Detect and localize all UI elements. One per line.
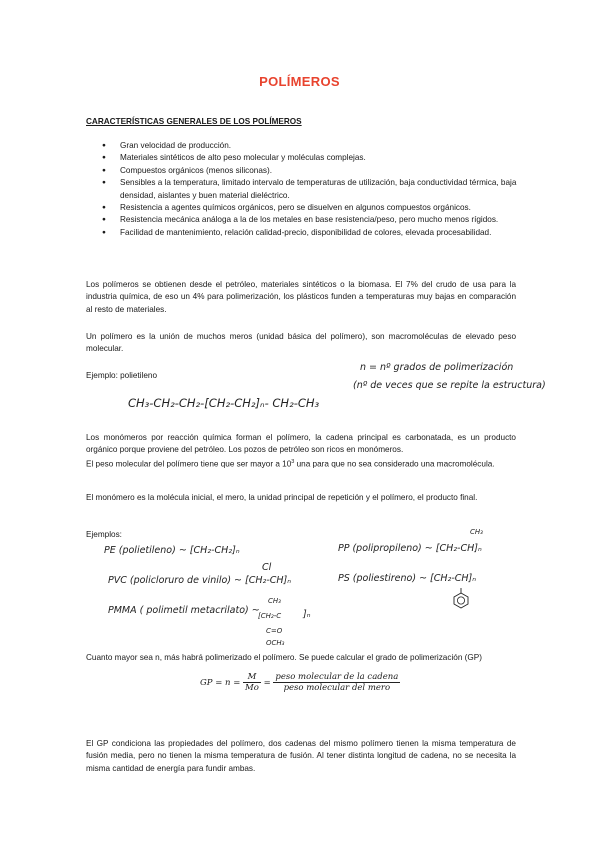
paragraph-molecular-weight: El peso molecular del polímero tiene que ser mayor a $10^3$ una para que no sea considerado una macromolécula. xyxy=(86,459,495,469)
example-pmma-n: ]ₙ xyxy=(303,609,311,620)
example-pp: PP (polipropileno) ~ [CH₂-CH]ₙ xyxy=(338,543,482,554)
benzene-ring-icon xyxy=(452,588,470,610)
handwritten-note-n: n = nº grados de polimerización xyxy=(360,362,514,373)
formula-equals: = xyxy=(263,678,271,688)
example-pp-ch3: CH₃ xyxy=(470,528,483,536)
paragraph-origin: Los polímeros se obtienen desde el petróleo, materiales sintéticos o la biomasa. El 7% del crudo de usa para la industria química, de eso un 4% para polimerización, los plásticos funden a temperaturas muy bajas en comparación al resto de materiales. xyxy=(86,280,516,314)
example-ps: PS (poliestireno) ~ [CH₂-CH]ₙ xyxy=(338,573,477,584)
handwritten-note-explanation: (nº de veces que se repite la estructura) xyxy=(353,380,546,391)
paragraph-monomer-definition: El monómero es la molécula inicial, el mero, la unidad principal de repetición y el polímero, el producto final. xyxy=(86,493,478,502)
fraction-weights: $\frac{\text{peso molecular de la cadena}}{\text{peso molecular del mero}}$ xyxy=(275,672,399,693)
page-title: POLÍMEROS xyxy=(259,74,340,89)
polyethylene-formula: CH₃-CH₂-CH₂-[CH₂-CH₂]ₙ- CH₂-CH₃ xyxy=(128,396,320,410)
example-label: Ejemplo: polietileno xyxy=(86,371,158,380)
example-pmma-ch3: CH₃ xyxy=(268,597,281,605)
example-pvc: PVC (policloruro de vinilo) ~ [CH₂-CH]ₙ xyxy=(108,575,292,586)
list-item: ● Resistencia mecánica análoga a la de los metales en base resistencia/peso, pero mucho menos rígidos. xyxy=(100,214,520,226)
example-pe: PE (polietileno) ~ [CH₂-CH₂]ₙ xyxy=(104,545,240,556)
paragraph-definition: Un polímero es la unión de muchos meros (unidad básica del polímero), son macromoléculas de elevado peso molecular. xyxy=(86,332,516,354)
formula-lhs: GP = n = xyxy=(200,678,241,688)
fraction-m-mo: $\frac{M}{Mo}$ xyxy=(245,672,259,693)
list-item: ● Gran velocidad de producción. xyxy=(100,140,520,152)
examples-label: Ejemplos: xyxy=(86,530,122,539)
example-pmma-co: C=O xyxy=(266,627,283,635)
example-pmma-chain: [CH₂-C xyxy=(258,612,282,620)
gp-formula xyxy=(200,672,420,706)
list-item: ● Compuestos orgánicos (menos siliconas). xyxy=(100,165,520,177)
list-item: ● Materiales sintéticos de alto peso molecular y moléculas complejas. xyxy=(100,152,520,164)
section-heading: CARACTERÍSTICAS GENERALES DE LOS POLÍMEROS xyxy=(86,117,302,126)
paragraph-gp: Cuanto mayor sea n, más habrá polimerizado el polímero. Se puede calcular el grado de polimerización (GP) xyxy=(86,653,482,662)
list-item: ● Facilidad de mantenimiento, relación calidad-precio, disponibilidad de colores, elevada procesabilidad. xyxy=(100,227,520,239)
paragraph-monomers: Los monómeros por reacción química forman el polímero, la cadena principal es carbonatada, es un producto orgánico porque proviene del petróleo. Los pozos de petróleo son ricos en monómeros. xyxy=(86,433,516,455)
example-pmma-och3: OCH₃ xyxy=(266,639,285,647)
example-pvc-cl: Cl xyxy=(262,562,272,573)
example-pmma: PMMA ( polimetil metacrilato) ~ xyxy=(108,605,260,616)
characteristics-list xyxy=(100,140,520,239)
paragraph-properties: El GP condiciona las propiedades del polímero, dos cadenas del mismo polímero tienen la misma temperatura de fusión media, pero no tienen la misma temperatura de fusión. Al tener distinta longitud de cadena, no se necesita la misma cantidad de energía para fundir ambas. xyxy=(86,739,516,773)
list-item: ● Resistencia a agentes químicos orgánicos, pero se disuelven en algunos compuestos orgánicos. xyxy=(100,202,520,214)
list-item: ● Sensibles a la temperatura, limitado intervalo de temperaturas de utilización, baja conductividad térmica, baja densidad, aislantes y buen material dieléctrico. xyxy=(100,177,520,202)
